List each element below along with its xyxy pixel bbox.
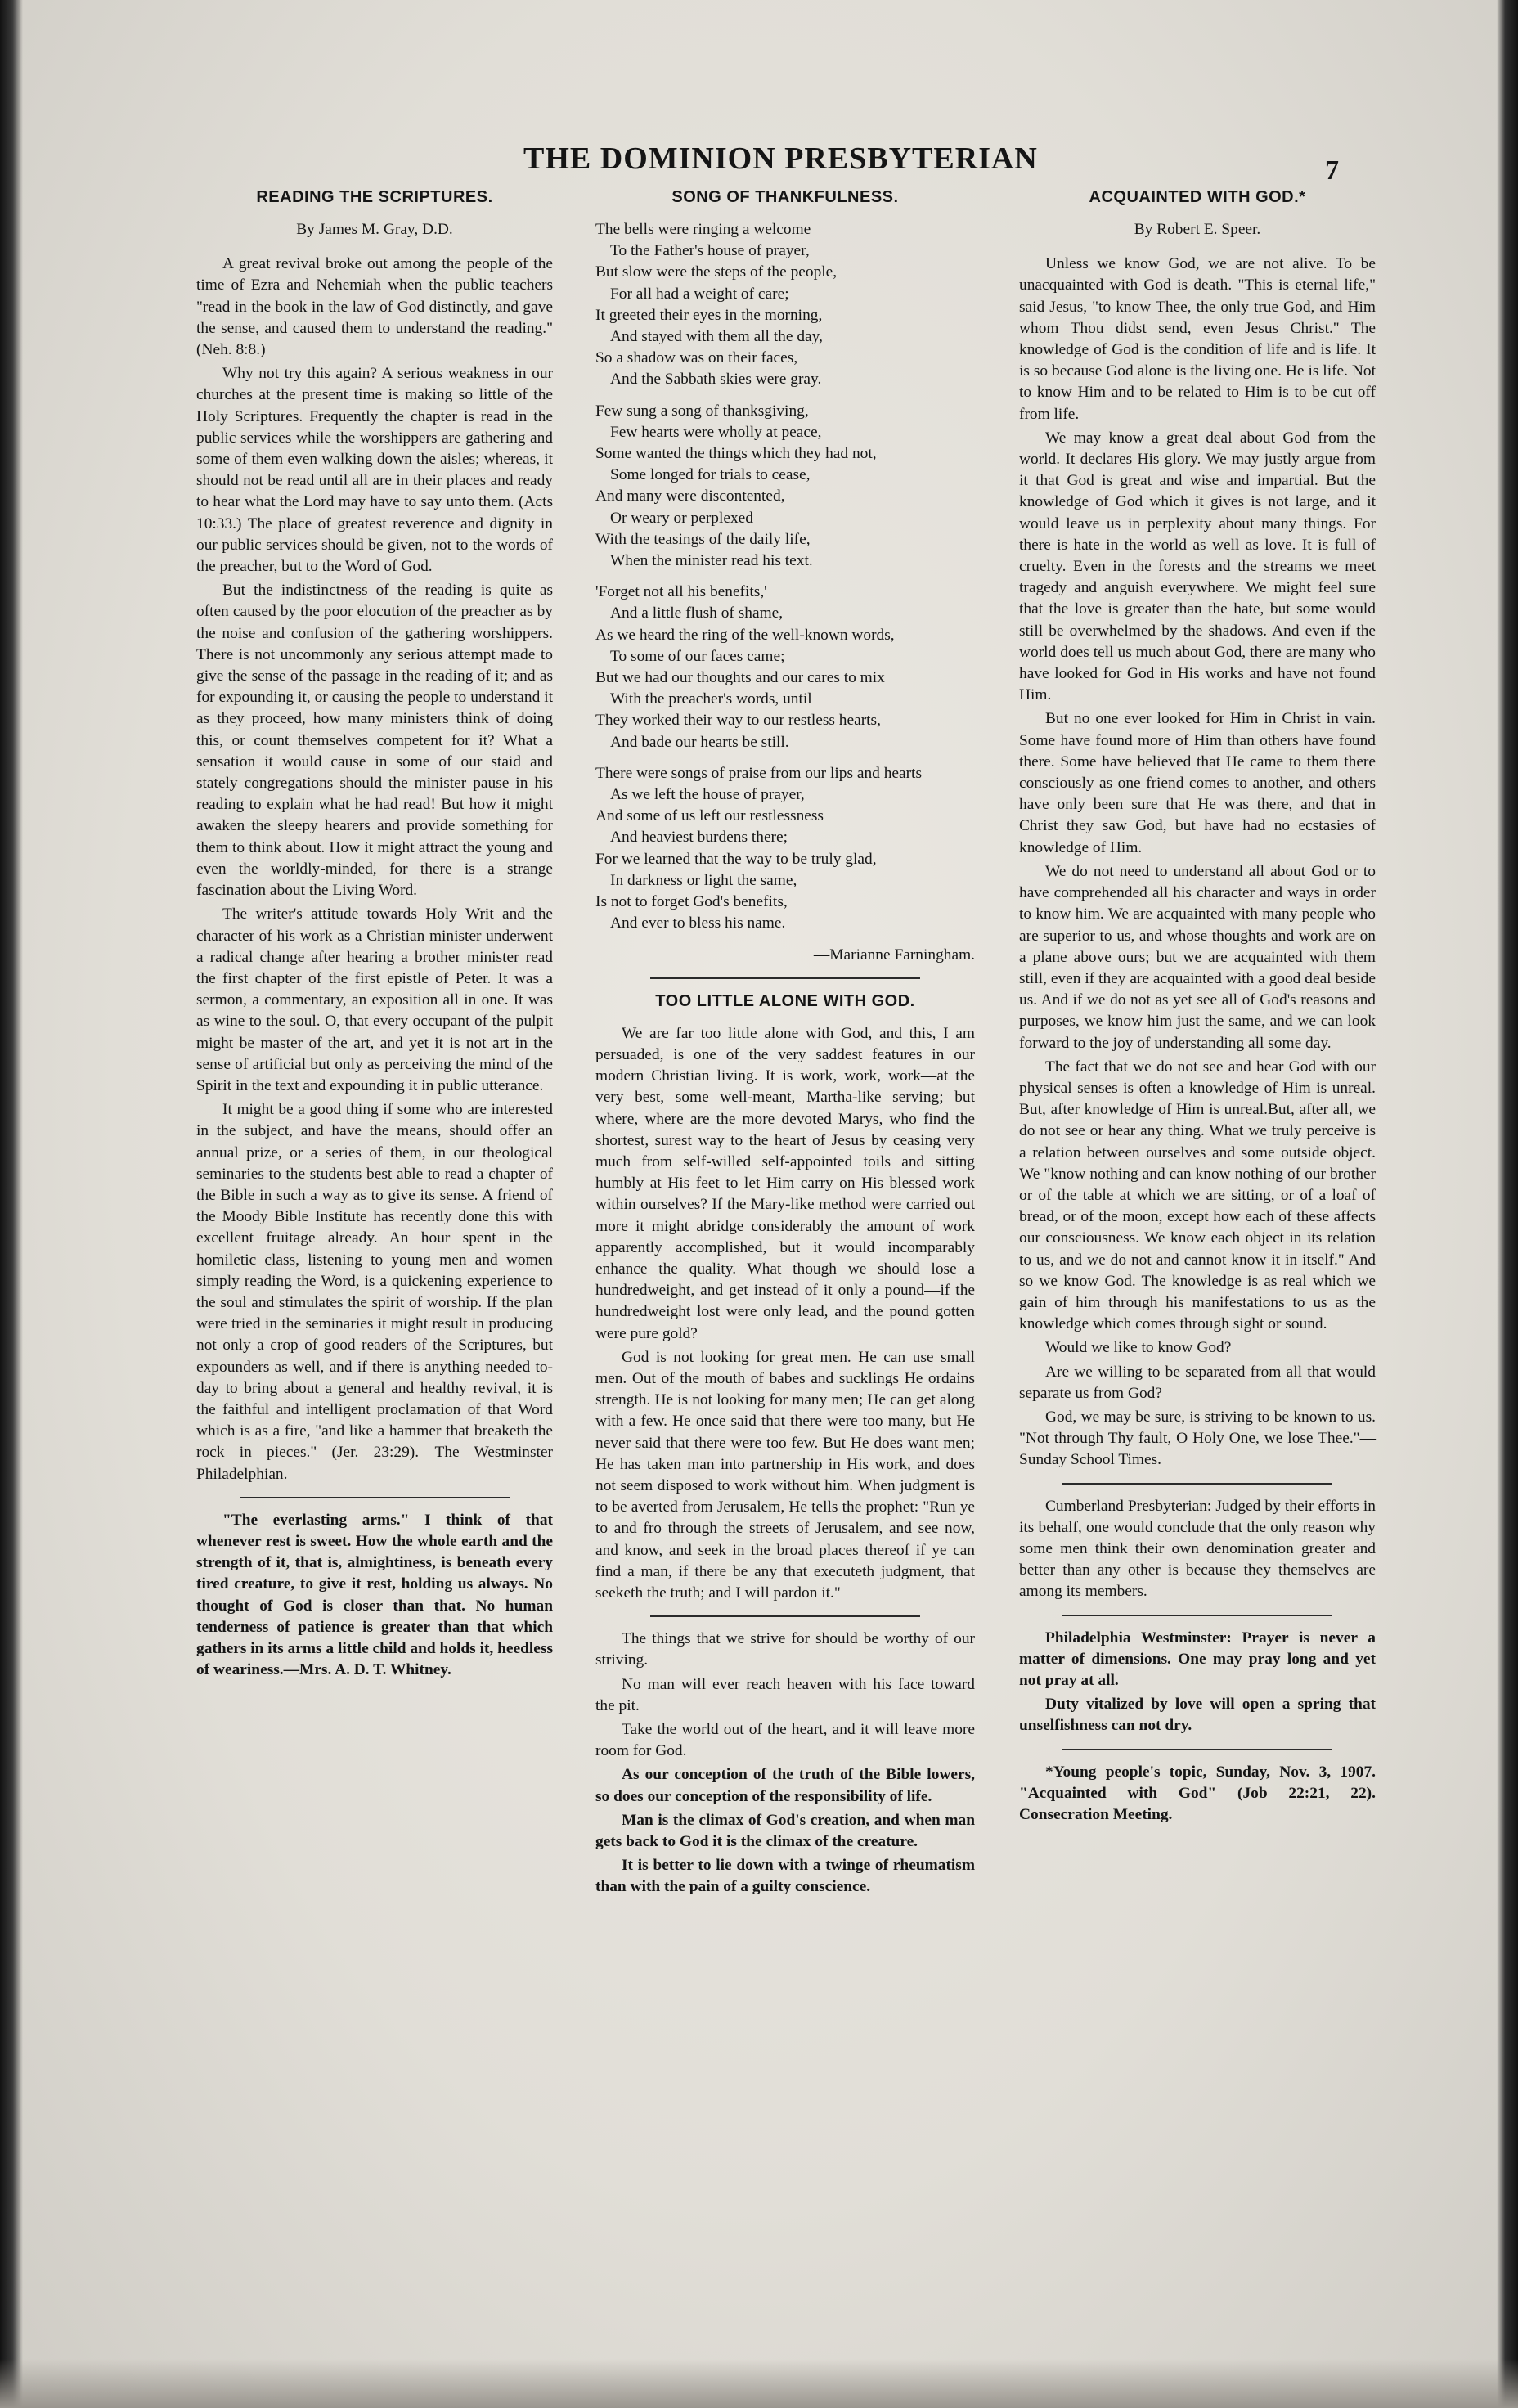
poem-stanza <box>595 763 975 935</box>
poem-line: Few sung a song of thanksgiving, <box>595 402 809 420</box>
poem-line: To the Father's house of prayer, <box>610 242 810 260</box>
article-byline: By James M. Gray, D.D. <box>296 221 453 238</box>
article-byline: By Robert E. Speer. <box>1134 221 1261 238</box>
poem-line: They worked their way to our restless hearts, <box>595 712 881 730</box>
masthead-title: THE DOMINION PRESBYTERIAN <box>523 142 1038 176</box>
poem-line: There were songs of praise from our lips and hearts <box>595 764 922 782</box>
divider-rule <box>240 1497 510 1498</box>
article-paragraph: It might be a good thing if some who are interested in the subject, and have the means, should offer an annual prize, or a series of them, in our theological seminaries to the students best able to read a chapter of the Bible in such a way as to give its sense. A friend of the Moody Bible Institute has recently done this with excellent fruitage already. An hour spent in the homiletic class, listening to young men and women simply reading the Word, is a quickening experience to the soul and stimulates the spirit of worship. If the plan were tried in the seminaries it might result in producing not only a crop of good readers of the Scriptures, but expounders as well, and if there is anything needed to-day to bring about a general and healthy revival, it is the faithful and intelligent proclamation of that Word which is as a fire, "and like a hammer that breaketh the rock in pieces." (Jer. 23:29).—The Westminster Philadelphian. <box>196 1101 553 1483</box>
article-paragraph: Why not try this again? A serious weakness in our churches at the present time is making so little of the Holy Scriptures. Frequently the chapter is read in the public services while the worshippers are gathering and some of them even walking down the aisles; whereas, it should not be read until all are in their places and ready to hear what the Lord may have to say unto them. (Acts 10:33.) The place of greatest reverence and dignity in our public services should be given, not to the words of the preacher, but to the Word of God. <box>196 365 553 576</box>
divider-rule <box>650 977 920 979</box>
poem-line: With the preacher's words, until <box>610 690 812 708</box>
article-paragraph: But the indistinctness of the reading is quite as often caused by the poor elocution of the preacher as by the noise and confusion of the gathering worshippers. There is not uncommonly any serious attempt made to give the sense of the passage in the reading of it; and as for expounding it, or causing the people to understand it as they proceed, how many ministers think of doing this, or count themselves competent for it? What a sensation it would cause in some of our staid and stately congregations should the minister pause in his reading to explain what he had read! But how it might awaken the sleepy hearers and provide something for them to think about. How it might attract the young and even the worldly-minded, for there is a strange fascination about the Living Word. <box>196 582 553 900</box>
poem-line: To some of our faces came; <box>610 647 785 665</box>
poem-line: For all had a weight of care; <box>610 285 789 303</box>
poem-line: For we learned that the way to be truly glad, <box>595 850 877 868</box>
poem-line: As we left the house of prayer, <box>610 786 805 804</box>
poem-line: But we had our thoughts and our cares to mix <box>595 669 885 687</box>
poem-line: As we heard the ring of the well-known words, <box>595 626 895 644</box>
column-reading-the-scriptures <box>196 186 553 1683</box>
footnote: *Young people's topic, Sunday, Nov. 3, 1907. "Acquainted with God" (Job 22:21, 22). Consecration Meeting. <box>1019 1763 1376 1824</box>
article-paragraph: We do not need to understand all about God or to have comprehended all his character and ways in order to know him. We are acquainted with many people who are superior to us, and whose thoughts and work are on a plane above ours; but we are acquainted with them still, even if they are acquainted with a good deal beside us. And if we do not as yet see all of God's reasons and purposes, we know him just the same, and we can look forward to the joy of understanding all some day. <box>1019 862 1376 1052</box>
poem-title: SONG OF THANKFULNESS. <box>671 188 899 206</box>
poem-line: 'Forget not all his benefits,' <box>595 583 767 601</box>
article-title: READING THE SCRIPTURES. <box>256 188 493 206</box>
article-paragraph: God, we may be sure, is striving to be known to us. "Not through Thy fault, O Holy One, we lose Thee."—Sunday School Times. <box>1019 1408 1376 1469</box>
poem-line: It greeted their eyes in the morning, <box>595 306 823 324</box>
article-title: ACQUAINTED WITH GOD.* <box>1089 188 1306 206</box>
saying-paragraph: It is better to lie down with a twinge of rheumatism than with the pain of a guilty conscience. <box>595 1857 975 1896</box>
note-paragraph: Philadelphia Westminster: Prayer is never a matter of dimensions. One may pray long and yet not pray at all. <box>1019 1629 1376 1689</box>
poem-line: And stayed with them all the day, <box>610 328 823 346</box>
page-number: 7 <box>1325 155 1339 186</box>
saying-paragraph: Man is the climax of God's creation, and when man gets back to God it is the climax of the creature. <box>595 1811 975 1851</box>
poem-stanza <box>595 582 975 753</box>
poem-line: Or weary or perplexed <box>610 509 753 527</box>
poem-stanza <box>595 219 975 391</box>
article-paragraph: But no one ever looked for Him in Christ in vain. Some have found more of Him than others have found there. Some have believed that He came to them there consciously as one friend comes to another, and others have only been sure that He was there, and that in Christ they saw God, but have had no ecstasies of knowledge of Him. <box>1019 710 1376 856</box>
note-paragraph: Duty vitalized by love will open a spring that unselfishness can not dry. <box>1019 1696 1376 1735</box>
note-paragraph: Cumberland Presbyterian: Judged by their efforts in its behalf, one would conclude that the only reason why some men think their own denomination greater and better than any other is because they themselves are among its members. <box>1019 1497 1376 1601</box>
article-paragraph: God is not looking for great men. He can use small men. Out of the mouth of babes and sucklings He ordains strength. He is not looking for many men; He can get along with a few. He once said that there were too many, but He never said that there were too few. But He does want men; He has taken man into partnership in His work, and does not seem disposed to work without him. When judgment is to be averted from Jerusalem, He tells the prophet: "Run ye to and fro through the streets of Jerusalem, and see now, and know, and seek in the broad places thereof if ye can find a man, if there be any that executeth judgment, that seeketh the truth; and I will pardon it." <box>595 1348 975 1602</box>
poem-line: But slow were the steps of the people, <box>595 263 838 281</box>
article-paragraph: A great revival broke out among the people of the time of Ezra and Nehemiah when the public teachers "read in the book in the law of God distinctly, and gave the sense, and caused them to understand the reading." (Neh. 8:8.) <box>196 255 553 359</box>
poem-line: When the minister read his text. <box>610 552 813 570</box>
poem-line: So a shadow was on their faces, <box>595 349 798 367</box>
article-paragraph: The fact that we do not see and hear God with our physical senses is often a knowledge of Him is unreal. But, after knowledge of Him is unreal.But, after all, we do not see or hear any thing. What we truly perceive is a relation between ourselves and some outside object. We "know nothing and can know nothing of our brother or of the table at which we are sitting, or of a loaf of bread, or of the moon, except how each of these affects our consciousness. We know each object in its relation to us, and we do not and cannot know it in itself." And so we know God. The knowledge is as real which we gain of him through his manifestations to us as the knowledge which comes through sight or sound. <box>1019 1058 1376 1333</box>
column-acquainted-with-god <box>1019 186 1376 1828</box>
scan-edge-right <box>1497 0 1518 2408</box>
poem-line: And ever to bless his name. <box>610 914 786 932</box>
poem-attribution: —Marianne Farningham. <box>813 946 975 964</box>
poem-line: Few hearts were wholly at peace, <box>610 423 822 441</box>
column-song-and-too-little <box>595 186 975 1901</box>
saying-paragraph: Take the world out of the heart, and it will leave more room for God. <box>595 1721 975 1760</box>
poem-line: And bade our hearts be still. <box>610 733 789 751</box>
scan-edge-left <box>0 0 23 2408</box>
quote-paragraph: "The everlasting arms." I think of that whenever rest is sweet. How the whole earth and the strength of it, that is, almightiness, is beneath every tired creature, to give it rest, holding us always. No thought of God is closer than that. No human tenderness of patience is greater than that which gathers in its arms a little child and holds it, heedless of weariness.—Mrs. A. D. T. Whitney. <box>196 1511 553 1679</box>
poem-line: Is not to forget God's benefits, <box>595 893 788 911</box>
poem-line: With the teasings of the daily life, <box>595 530 811 548</box>
article-paragraph: The writer's attitude towards Holy Writ and the character of his work as a Christian minister underwent a radical change after hearing a brother minister read the first chapter of the first epistle of Peter. It was a sermon, a commentary, an exposition all in one. It was as wine to the soul. O, that every occupant of the pulpit might be master of the art, and yet it is not art in the sense of artificial but only as perceiving the mind of the Spirit in the text and expounding it in public utterance. <box>196 905 553 1094</box>
article-paragraph: Are we willing to be separated from all that would separate us from God? <box>1019 1363 1376 1402</box>
poem-line: And the Sabbath skies were gray. <box>610 371 822 389</box>
scan-edge-bottom <box>0 2359 1518 2408</box>
divider-rule <box>1062 1615 1332 1616</box>
poem-line: In darkness or light the same, <box>610 871 797 889</box>
divider-rule <box>1062 1483 1332 1485</box>
saying-paragraph: No man will ever reach heaven with his face toward the pit. <box>595 1675 975 1714</box>
poem-line: And many were discontented, <box>595 487 785 505</box>
divider-rule <box>650 1615 920 1617</box>
poem-line: And a little flush of shame, <box>610 604 784 622</box>
divider-rule <box>1062 1749 1332 1750</box>
poem-line: The bells were ringing a welcome <box>595 221 811 238</box>
poem-line: And some of us left our restlessness <box>595 807 824 825</box>
poem-line: And heaviest burdens there; <box>610 829 788 847</box>
poem-stanza <box>595 401 975 573</box>
poem-line: Some longed for trials to cease, <box>610 466 811 484</box>
poem-line: Some wanted the things which they had not, <box>595 445 877 463</box>
article-paragraph: We may know a great deal about God from the world. It declares His glory. We may justly argue from it that God is great and wise and impartial. But the knowledge of God which it gives is not large, and it would leave us in perplexity about many things. For there is hate in the world as well as love. It is full of cruelty. Even in the forests and the streams we meet tragedy and anguish everywhere. We might feel sure that the love is greater than the hate, but some would still be overwhelmed by the shadows. And even if the world does tell us much about God, there are many who have looked for God in His works and have not found Him. <box>1019 429 1376 704</box>
article-paragraph: We are far too little alone with God, and this, I am persuaded, is one of the very saddest features in our modern Christian living. It is work, work, work—at the very best, some well-meant, Martha-like serving; but where, where are the more devoted Marys, who find the shortest, surest way to the heart of Jesus by ceasing very much from self-willed self-appointed toils and sitting humbly at His feet to let Him carry on His blessed work within ourselves? If the Mary-like method were carried out more it might abridge considerably the amount of work apparently accomplished, but it would incomparably enhance the quality. What though we should lose a hundredweight, and get instead of it only a pound—if the hundredweight lost were only lead, and the pound gotten were pure gold? <box>595 1024 975 1342</box>
poem-body <box>595 219 975 935</box>
saying-paragraph: As our conception of the truth of the Bible lowers, so does our conception of the responsibility of life. <box>595 1766 975 1805</box>
saying-paragraph: The things that we strive for should be worthy of our striving. <box>595 1630 975 1669</box>
article-paragraph: Unless we know God, we are not alive. To be unacquainted with God is death. "This is eternal life," said Jesus, "to know Thee, the only true God, and Him whom Thou didst send, even Jesus Christ." The knowledge of God is the condition of life and is life. It is so because God alone is the living one. He is life. Not to know Him and to be related to Him is to be cut off from life. <box>1019 255 1376 423</box>
article-title: TOO LITTLE ALONE WITH GOD. <box>655 991 915 1010</box>
article-paragraph: Would we like to know God? <box>1045 1339 1232 1357</box>
